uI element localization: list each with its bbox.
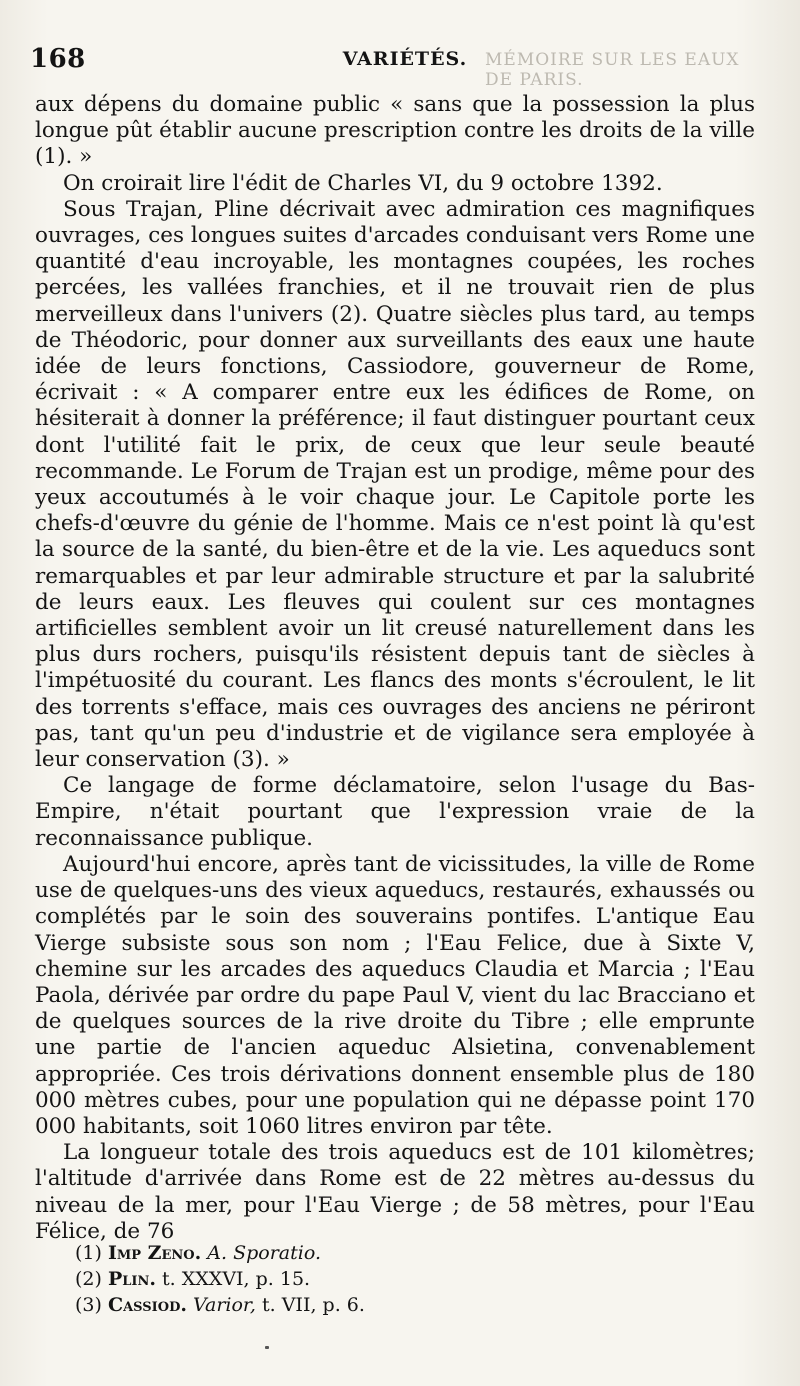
footnote-author: Imp Zeno. <box>107 1242 202 1264</box>
footnote-separator <box>60 1218 240 1219</box>
paragraph: Sous Trajan, Pline décrivait avec admiration ces magnifiques ouvrages, ces longues suites d'arcades conduisant vers Rome une quantité d'eau incroyable, les montagnes coupées, les roches percées, les vallées franchies, et il ne trouvait rien de plus merveilleux dans l'univers (2). Quatre siècles plus tard, au temps de Théodoric, pour donner aux surveillants des eaux une haute idée de leurs fonctions, Cassiodore, gouverneur de Rome, écrivait : « A comparer entre eux les édifices de Rome, on hésiterait à donner la préférence; il faut distinguer pourtant ceux dont l'utilité fait le prix, de ceux que leur seule beauté recommande. Le Forum de Trajan est un prodige, même pour des yeux accoutumés à le voir chaque jour. Le Capitole porte les chefs-d'œuvre du génie de l'homme. Mais ce n'est point là qu'est la source de la santé, du bien-être et de la vie. Les aqueducs sont remarquables et par leur admirable structure et par la salubrité de leurs eaux. Les fleuves qui coulent sur ces montagnes artificielles semblent avoir un lit creusé naturellement dans les plus durs rochers, puisqu'ils résistent depuis tant de siècles à l'impétuosité du courant. Les flancs des monts s'écroulent, le lit des torrents s'efface, mais ces ouvrages des anciens ne périront pas, tant qu'un peu d'industrie et de vigilance sera employée à leur conservation (3). » <box>35 196 755 773</box>
paragraph: aux dépens du domaine public « sans que la possession la plus longue pût établir aucune prescription contre les droits de la ville (1). » <box>35 92 755 170</box>
page-number: 168 <box>30 44 86 74</box>
paragraph: Ce langage de forme déclamatoire, selon l'usage du Bas-Empire, n'était pourtant que l'expression vraie de la reconnaissance publique. <box>35 773 755 851</box>
footnote-author: Cassiod. <box>107 1294 187 1316</box>
footnote <box>75 1240 675 1266</box>
page-header <box>30 40 770 90</box>
print-speck <box>265 1346 269 1349</box>
paragraph: La longueur totale des trois aqueducs est de 101 kilomètres; l'altitude d'arrivée dans Rome est de 22 mètres au-dessus du niveau de la mer, pour l'Eau Vierge ; de 58 mètres, pour l'Eau Félice, de 76 <box>35 1140 755 1244</box>
footnotes <box>75 1240 675 1318</box>
footnote-reference: t. VII, p. 6. <box>262 1294 365 1316</box>
paragraph: On croirait lire l'édit de Charles VI, du 9 octobre 1392. <box>63 170 663 196</box>
footnote <box>75 1292 675 1318</box>
main-text <box>35 92 755 1245</box>
footnote-work: A. Sporatio. <box>207 1242 321 1264</box>
footnote-number: (3) <box>75 1294 102 1316</box>
footnote-author: Plin. <box>107 1268 156 1290</box>
footnote-number: (1) <box>75 1242 102 1264</box>
running-head: VARIÉTÉS. <box>342 48 468 70</box>
paragraph: Aujourd'hui encore, après tant de vicissitudes, la ville de Rome use de quelques-uns des vieux aqueducs, restaurés, exhaussés ou complétés par le soin des souverains pontifes. L'antique Eau Vierge subsiste sous son nom ; l'Eau Felice, due à Sixte V, chemine sur les arcades des aqueducs Claudia et Marcia ; l'Eau Paola, dérivée par ordre du pape Paul V, vient du lac Bracciano et de quelques sources de la rive droite du Tibre ; elle emprunte une partie de l'ancien aqueduc Alsietina, convenablement appropriée. Ces trois dérivations donnent ensemble plus de 180 000 mètres cubes, pour une population qui ne dépasse point 170 000 habitants, soit 1060 litres environ par tête. <box>35 851 755 1139</box>
footnote-work: Varior, <box>193 1294 256 1316</box>
show-through-text: MÉMOIRE SUR LES EAUX DE PARIS. <box>485 50 740 90</box>
footnote-number: (2) <box>75 1268 102 1290</box>
footnote <box>75 1266 675 1292</box>
footnote-reference: t. XXXVI, p. 15. <box>162 1268 311 1290</box>
